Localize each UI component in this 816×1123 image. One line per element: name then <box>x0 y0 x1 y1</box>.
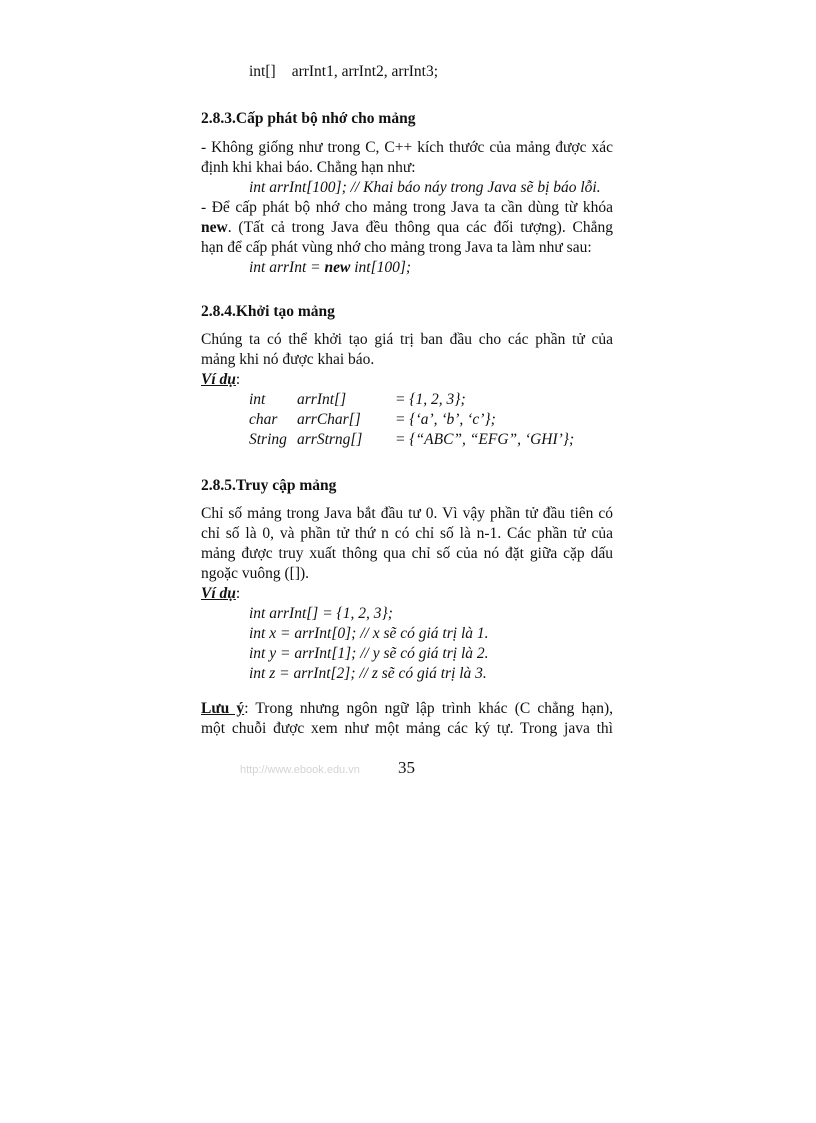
example-label: Ví dụ <box>201 585 236 602</box>
init-row <box>201 410 613 430</box>
example-label: Ví dụ <box>201 371 236 388</box>
paragraph-line: Chỉ số mảng trong Java bắt đầu tư 0. Vì vậy phần tử đầu tiên có <box>201 505 613 522</box>
row-value: = {1, 2, 3}; <box>395 391 466 408</box>
paragraph-text: . (Tất cả trong Java đều thông qua các đối tượng). Chẳng <box>227 219 613 236</box>
row-name: arrStrng[] <box>297 431 363 448</box>
colon: : <box>235 585 241 602</box>
row-value: = {“ABC”, “EFG”, ‘GHI’}; <box>395 431 575 448</box>
row-value: = {‘a’, ‘b’, ‘c’}; <box>395 411 496 428</box>
row-type: int <box>249 391 266 408</box>
decl-names: arrInt1, arrInt2, arrInt3; <box>291 63 439 80</box>
top-declaration <box>201 62 613 82</box>
paragraph-line: mảng khi nó được khai báo. <box>201 351 375 368</box>
code-line: int z = arrInt[2]; // z sẽ có giá trị là 3. <box>249 665 487 682</box>
section-2-8-5-body <box>201 504 613 684</box>
example-label-line <box>201 370 613 390</box>
decl-type: int[] <box>249 63 276 80</box>
paragraph-line <box>201 218 613 238</box>
section-2-8-3-body <box>201 138 613 278</box>
section-heading: 2.8.5.Truy cập mảng <box>201 477 337 494</box>
code-line: int x = arrInt[0]; // x sẽ có giá trị là 1. <box>249 625 489 642</box>
colon: : <box>235 371 241 388</box>
section-heading: 2.8.4.Khởi tạo mảng <box>201 303 335 320</box>
code-line: int y = arrInt[1]; // y sẽ có giá trị là 2. <box>249 645 489 662</box>
section-2-8-5 <box>201 476 613 496</box>
keyword-new: new <box>324 259 351 276</box>
section-heading: 2.8.3.Cấp phát bộ nhớ cho mảng <box>201 110 416 127</box>
example-label-line <box>201 584 613 604</box>
code-text: int arrInt = <box>249 259 325 276</box>
paragraph-line: định khi khai báo. Chẳng hạn như: <box>201 159 416 176</box>
note-label: Lưu ý <box>201 700 245 717</box>
section-2-8-4 <box>201 302 613 322</box>
init-row <box>201 390 613 410</box>
page-number: 35 <box>398 758 415 777</box>
row-name: arrInt[] <box>297 391 347 408</box>
paragraph-line: - Để cấp phát bộ nhớ cho mảng trong Java ta cần dùng từ khóa <box>201 199 613 216</box>
section-2-8-3 <box>201 109 613 129</box>
code-line: int arrInt[] = {1, 2, 3}; <box>249 605 393 622</box>
watermark-url: http://www.ebook.edu.vn <box>240 764 360 776</box>
init-row <box>201 430 613 450</box>
paragraph-line: một chuỗi được xem như một mảng các ký tự. Trong java thì <box>201 720 613 737</box>
row-type: char <box>249 411 278 428</box>
paragraph-line: mảng được truy xuất thông qua chỉ số của nó đặt giữa cặp dấu <box>201 545 613 562</box>
paragraph-line: chỉ số là 0, và phần tử thứ n có chỉ số là n-1. Các phần tử của <box>201 525 613 542</box>
note-text: : Trong nhưng ngôn ngữ lập trình khác (C chẳng hạn), <box>244 700 613 717</box>
row-type: String <box>249 431 287 448</box>
code-line: int arrInt[100]; // Khai báo náy trong Java sẽ bị báo lỗi. <box>249 179 601 196</box>
code-text: int[100]; <box>350 259 412 276</box>
page-footer <box>240 758 540 782</box>
section-2-8-4-body <box>201 330 613 450</box>
paragraph-line <box>201 699 613 719</box>
note-block <box>201 699 613 739</box>
keyword-new: new <box>201 219 228 236</box>
paragraph-line: Chúng ta có thể khởi tạo giá trị ban đầu cho các phần tử của <box>201 331 613 348</box>
row-name: arrChar[] <box>297 411 361 428</box>
code-line <box>201 258 613 278</box>
paragraph-line: ngoặc vuông ([]). <box>201 565 310 582</box>
paragraph-line: - Không giống như trong C, C++ kích thước của mảng được xác <box>201 139 613 156</box>
paragraph-line: hạn để cấp phát vùng nhớ cho mảng trong Java ta làm như sau: <box>201 239 592 256</box>
